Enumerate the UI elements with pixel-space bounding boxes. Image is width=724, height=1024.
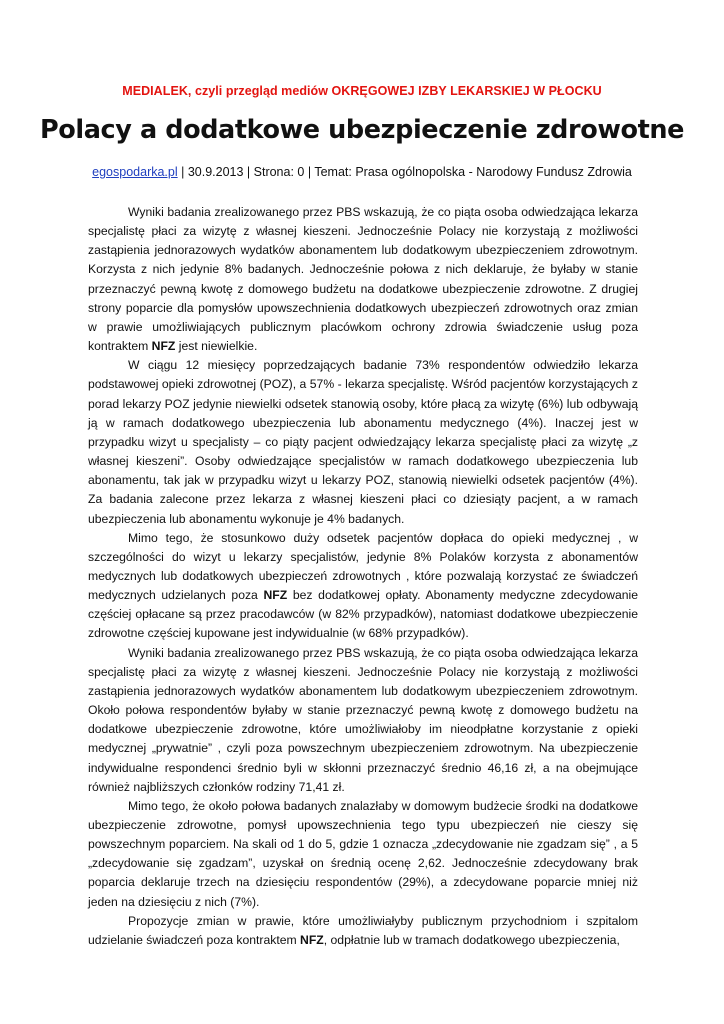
paragraph-6 xyxy=(88,912,638,950)
paragraph-6-end: , odpłatnie lub w tramach dodatkowego ubezpieczenia, xyxy=(323,932,620,947)
nfz-bold: NFZ xyxy=(263,588,288,603)
paragraph-1 xyxy=(88,203,638,356)
paragraph-3-text: Mimo tego, że stosunkowo duży odsetek pacjentów dopłaca do opieki medycznej , w szczególności do wizyt u lekarzy specjalistów, jedynie 8% Polaków korzysta z abonamentów medycznych lub dodatkowych ubezpieczeń zdrowotnych , które pozwalają korzystać ze świadczeń medycznych udzielanych poza xyxy=(88,530,638,603)
nfz-bold: NFZ xyxy=(151,339,176,354)
nfz-bold: NFZ xyxy=(300,932,324,947)
paragraph-3 xyxy=(88,529,638,644)
paragraph-1-end: jest niewielkie. xyxy=(175,339,258,354)
paragraph-2: W ciągu 12 miesięcy poprzedzających badanie 73% respondentów odwiedziło lekarza podstawowej opieki zdrowotnej (POZ), a 57% - lekarza specjalistę. Wśród pacjentów korzystających z porad lekarzy POZ jedynie niewielki odsetek stanowią osoby, które płacą za wizytę (6%) lub odbywają ją w ramach dodatkowego ubezpieczenia lub abonamentu medycznego (4%). Inaczej jest w przypadku wizyt u specjalisty – co piąty pacjent odwiedzający lekarza specjalistę płaci za wizytę „z własnej kieszeni”. Osoby odwiedzające specjalistów w ramach dodatkowego ubezpieczenia lub abonamentu, tak jak w przypadku wizyt u lekarzy POZ, stanowią niewielki odsetek pacjentów (4%). Za badania zalecone przez lekarza z własnej kieszeni płaci co dziesiąty pacjent, a w ramach ubezpieczenia lub abonamentu wykonuje je 4% badanych. xyxy=(88,358,638,526)
paragraph-1-text: Wyniki badania zrealizowanego przez PBS wskazują, że co piąta osoba odwiedzająca lekarza specjalistę płaci za wizytę z własnej kieszeni. Jednocześnie Polacy nie korzystają z możliwości zastąpienia jednorazowych wydatków abonamentem lub dodatkowym ubezpieczeniem zdrowotnym. Korzysta z nich jedynie 8% badanych. Jednocześnie połowa z nich deklaruje, że byłaby w stanie przeznaczyć pewną kwotę z domowego budżetu na dodatkowe ubezpieczenie zdrowotne. Z drugiej strony poparcie dla pomysłów upowszechnienia dodatkowych ubezpieczeń zdrowotnych oraz zmian w prawie umożliwiających publicznym placówkom ochrony zdrowia świadczenie usług poza kontraktem xyxy=(88,205,638,354)
article-meta xyxy=(88,165,636,179)
paragraph-4: Wyniki badania zrealizowanego przez PBS wskazują, że co piąta osoba odwiedzająca lekarza specjalistę płaci za wizytę z własnej kieszeni. Jednocześnie Polacy nie korzystają z możliwości zastąpienia jednorazowych wydatków abonamentem lub dodatkowym ubezpieczeniem zdrowotnym. Około połowa respondentów byłaby w stanie przeznaczyć pewną kwotę z domowego budżetu na dodatkowe ubezpieczenie zdrowotne, które umożliwiałoby im nieodpłatne korzystanie z opieki medycznej „prywatnie” , czyli poza powszechnym ubezpieczeniem zdrowotnym. Na ubezpieczenie indywidualne respondenci średnio byli w skłonni przeznaczyć średnio 46,16 zł, a na obejmujące również najbliższych członków rodziny 71,41 zł. xyxy=(88,645,638,794)
paragraph-5: Mimo tego, że około połowa badanych znalazłaby w domowym budżecie środki na dodatkowe ubezpieczenie zdrowotne, pomysł upowszechnienia tego typu ubezpieczeń nie cieszy się powszechnym poparciem. Na skali od 1 do 5, gdzie 1 oznacza „zdecydowanie nie zgadzam się” , a 5 „zdecydowanie się zgadzam”, uzyskał on średnią ocenę 2,62. Jednocześnie zdecydowany brak poparcia deklaruje trzech na dziesięciu respondentów (29%), a zdecydowane poparcie mniej niż jeden na dziesięciu z nich (7%). xyxy=(88,798,638,909)
article-body xyxy=(88,203,638,950)
paragraph-6-text: Propozycje zmian w prawie, które umożliwiałyby publicznym przychodniom i szpitalom udzielanie świadczeń poza kontraktem xyxy=(88,913,638,947)
paragraph-3-end: bez dodatkowej opłaty. Abonamenty medyczne zdecydowanie częściej opłacane są przez pracodawców (w 82% przypadków), natomiast dodatkowe ubezpieczenie zdrowotne częściej kupowane jest indywidualnie (w 68% przypadków). xyxy=(88,588,638,641)
meta-details: | 30.9.2013 | Strona: 0 | Temat: Prasa ogólnopolska - Narodowy Fundusz Zdrowia xyxy=(177,165,632,179)
article-title: Polacy a dodatkowe ubezpieczenie zdrowotne xyxy=(39,115,685,145)
publication-header: MEDIALEK, czyli przegląd mediów OKRĘGOWEJ IZBY LEKARSKIEJ W PŁOCKU xyxy=(122,84,602,98)
source-link[interactable]: egospodarka.pl xyxy=(92,165,178,179)
